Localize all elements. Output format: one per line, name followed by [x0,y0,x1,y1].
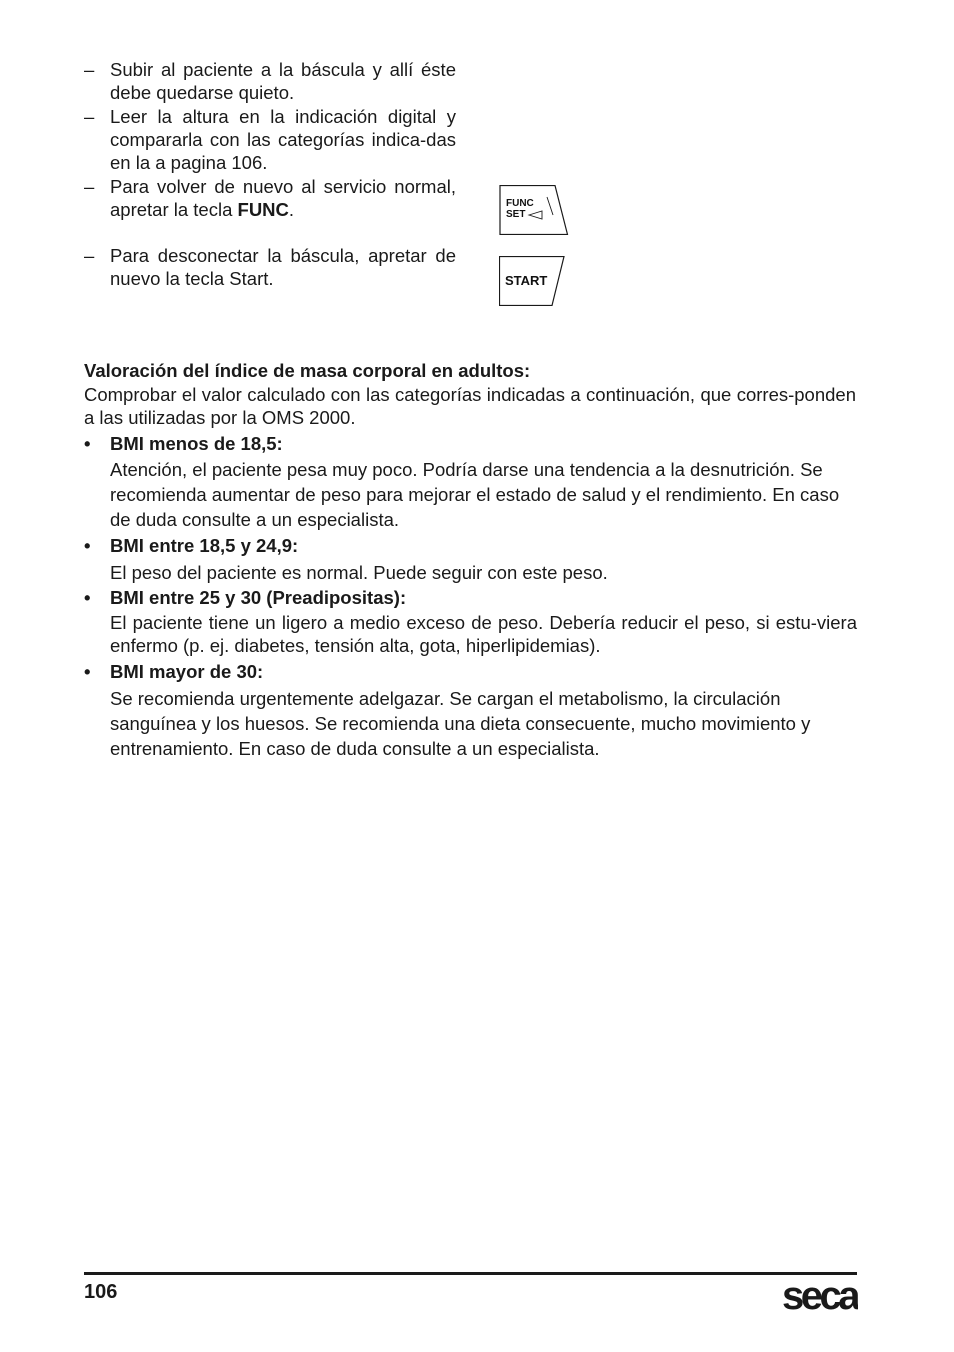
func-set-key-icon [499,185,569,235]
category-description: El paciente tiene un ligero a medio exceso de peso. Debería reducir el peso, si estu-viera enfermo (p. ej. diabetes, tensión alta, gota, hiperlipidemias). [110,612,857,656]
section-intro: Comprobar el valor calculado con las categorías indicadas a continuación, que corres-ponden a las utilizadas por la OMS 2000. [84,384,856,428]
page-number: 106 [84,1281,118,1303]
category-title: • BMI mayor de 30: [84,661,264,682]
brand-wordmark: seca [782,1276,857,1312]
func-key-name: FUNC [237,199,289,220]
category-title: • BMI menos de 18,5: [84,433,283,454]
category-description: Se recomienda urgentemente adelgazar. Se cargan el metabolismo, la circulación sanguínea y los huesos. Se recomienda una dieta consecuente, mucho movimiento y entrenamiento. En caso de duda consulte a un especialista. [110,688,811,759]
bullet-dot: • [84,661,91,682]
start-label: START [505,273,548,288]
start-key-icon [499,256,569,306]
bullet-dot: • [84,433,91,454]
category-description: El peso del paciente es normal. Puede seguir con este peso. [110,562,608,583]
step-text: Subir al paciente a la báscula y allí éste debe quedarse quieto. [110,59,456,103]
instruction-step [84,58,456,104]
category-title: • BMI entre 25 y 30 (Preadipositas): [84,587,407,608]
step-text: Para volver de nuevo al servicio normal, apretar la tecla FUNC. [110,176,456,220]
step-dash: – [84,59,95,80]
category-description: Atención, el paciente pesa muy poco. Podría darse una tendencia a la desnutrición. Se recomienda aumentar de peso para mejorar el estado de salud y el rendimiento. En caso de duda consulte a un especialista. [110,459,840,530]
bullet-dot: • [84,535,91,556]
step-text: Leer la altura en la indicación digital y compararla con las categorías indica-das en la a pagina 106. [110,106,456,173]
func-label: FUNC [506,198,534,209]
section-heading: Valoración del índice de masa corporal en adultos: [84,360,531,381]
seca-logo [778,1276,858,1312]
instruction-step [84,175,456,221]
category-title: • BMI entre 18,5 y 24,9: [84,535,299,556]
step-dash: – [84,176,95,197]
step-dash: – [84,245,95,266]
set-label: SET [506,209,526,220]
step-dash: – [84,106,95,127]
bullet-dot: • [84,587,91,608]
instruction-step [84,244,456,290]
instruction-step [84,105,456,174]
footer-rule [84,1272,857,1275]
step-text: Para desconectar la báscula, apretar de nuevo la tecla Start. [110,245,456,289]
